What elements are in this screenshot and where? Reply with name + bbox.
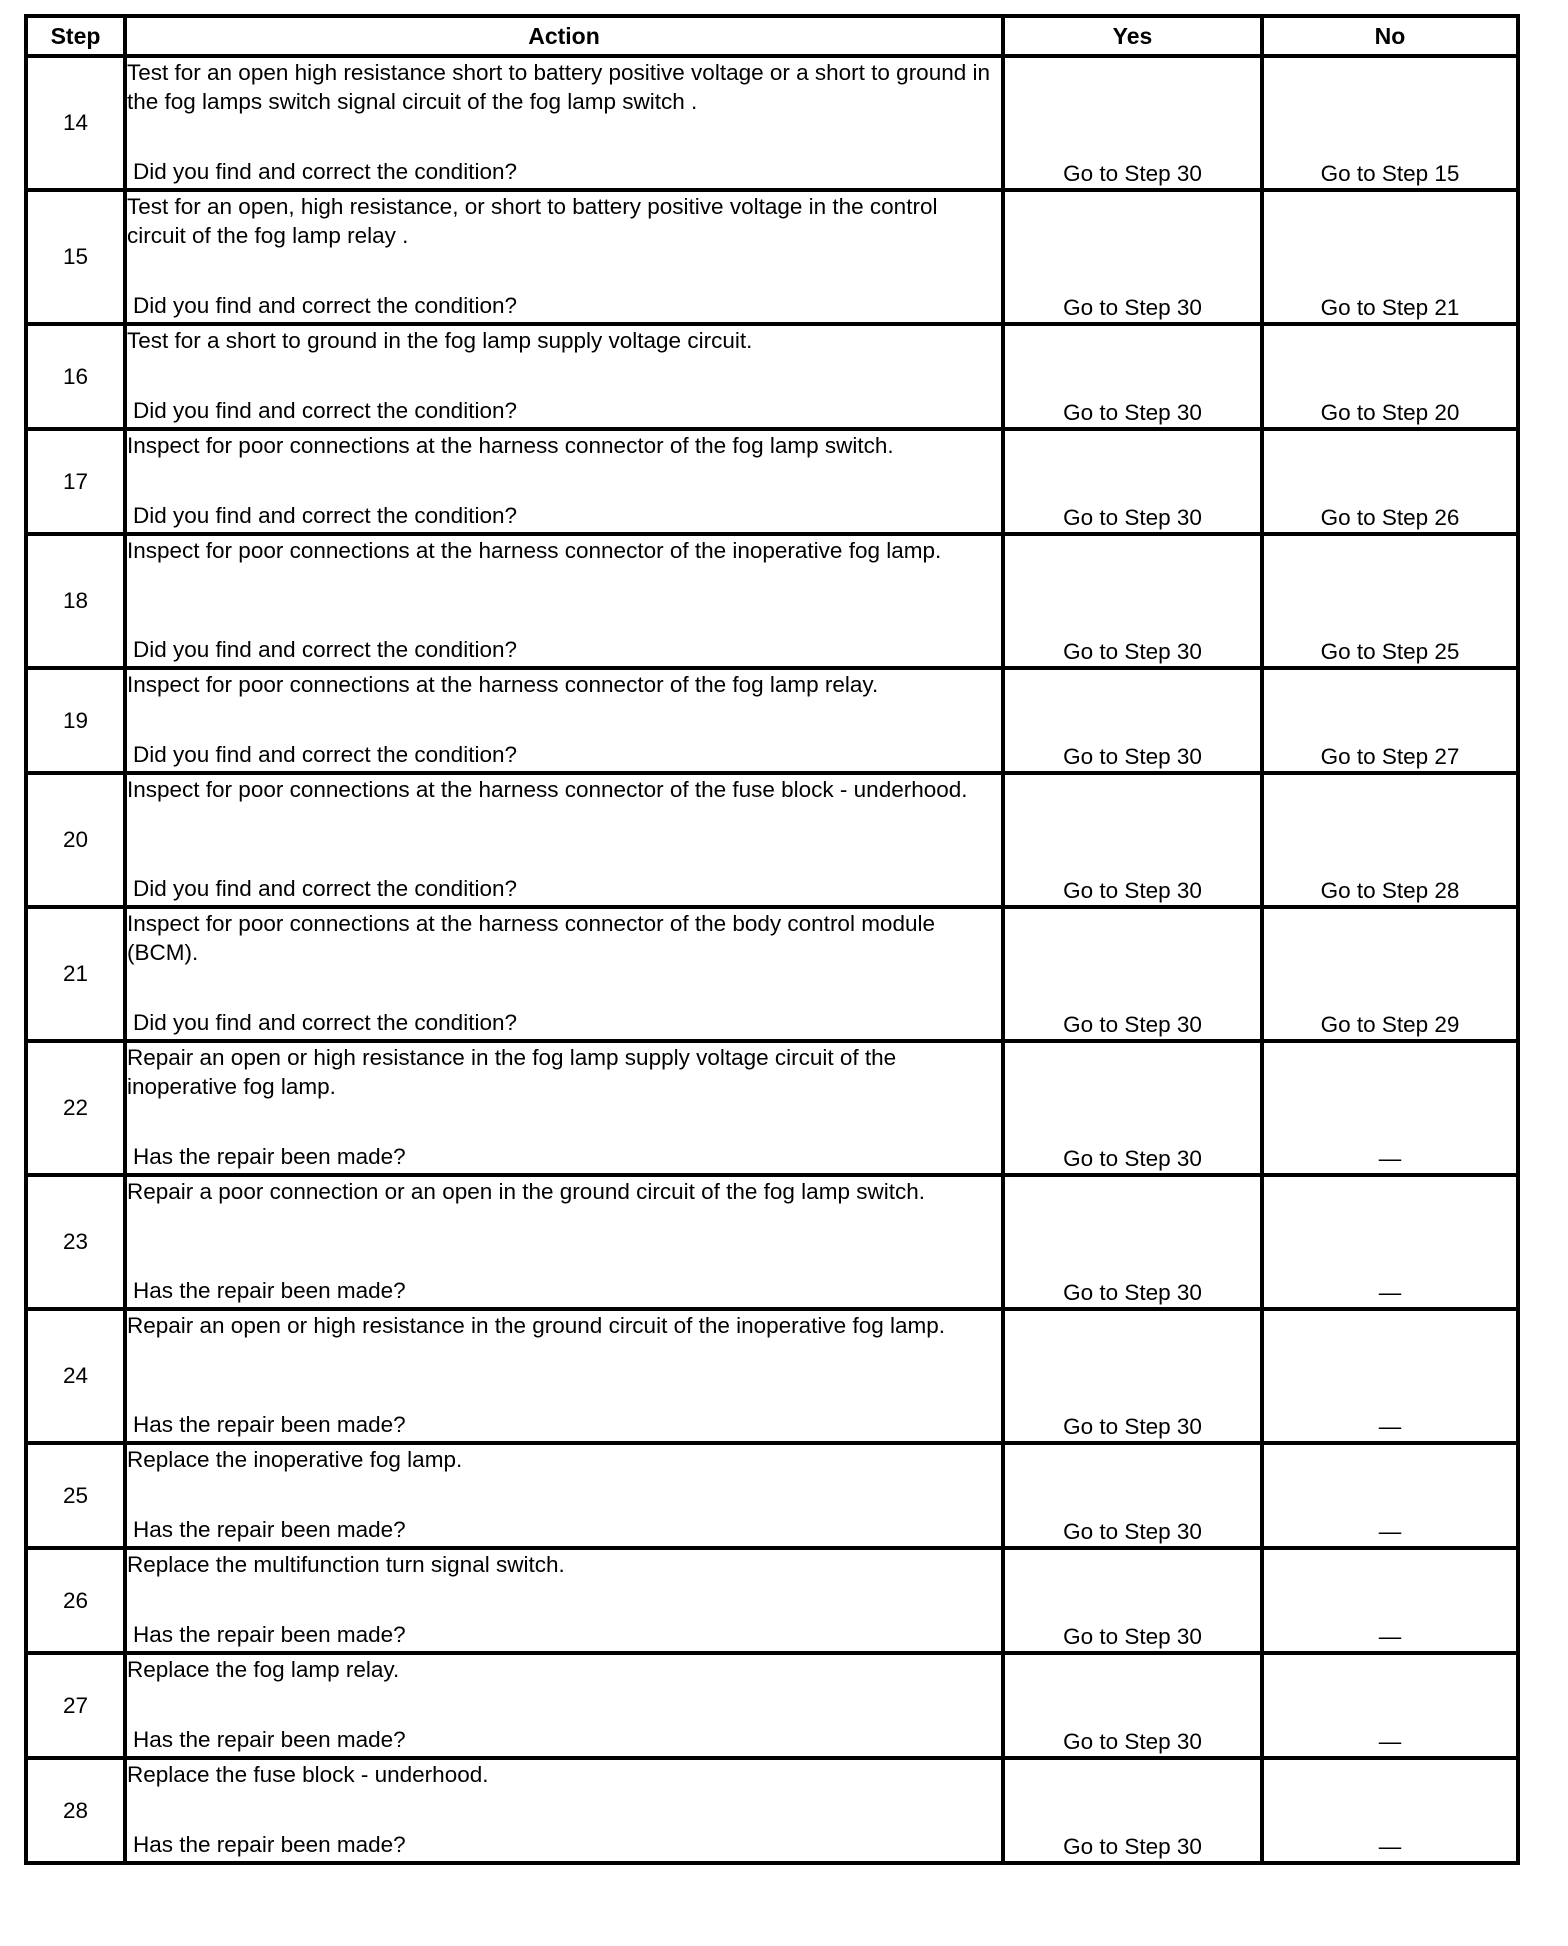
no-result: — xyxy=(1262,1443,1518,1548)
table-row xyxy=(26,1443,1518,1548)
table-row xyxy=(26,190,1518,324)
step-number: 20 xyxy=(26,773,125,907)
yes-result: Go to Step 30 xyxy=(1003,429,1262,534)
table-row xyxy=(26,668,1518,773)
step-number: 17 xyxy=(26,429,125,534)
no-result: — xyxy=(1262,1758,1518,1863)
header-row xyxy=(26,16,1518,56)
action-text: Test for an open, high resistance, or short to battery positive voltage in the control circuit of the fog lamp relay . xyxy=(127,194,938,248)
action-cell xyxy=(125,1309,1003,1443)
diagnostic-table xyxy=(24,14,1520,1865)
action-question: Did you find and correct the condition? xyxy=(133,637,517,662)
action-cell xyxy=(125,907,1003,1041)
step-number: 19 xyxy=(26,668,125,773)
action-cell xyxy=(125,1443,1003,1548)
step-number: 28 xyxy=(26,1758,125,1863)
action-text: Inspect for poor connections at the harness connector of the fuse block - underhood. xyxy=(127,777,968,802)
action-cell xyxy=(125,668,1003,773)
step-number: 18 xyxy=(26,534,125,668)
action-question: Has the repair been made? xyxy=(133,1832,406,1857)
yes-result: Go to Step 30 xyxy=(1003,1309,1262,1443)
no-result: Go to Step 25 xyxy=(1262,534,1518,668)
step-number: 14 xyxy=(26,56,125,190)
action-text: Repair an open or high resistance in the ground circuit of the inoperative fog lamp. xyxy=(127,1313,945,1338)
action-text: Inspect for poor connections at the harness connector of the inoperative fog lamp. xyxy=(127,538,942,563)
action-question: Did you find and correct the condition? xyxy=(133,159,517,184)
action-text: Test for an open high resistance short to battery positive voltage or a short to ground in the fog lamps switch signal circuit of the fog lamp switch . xyxy=(127,60,990,114)
no-result: — xyxy=(1262,1041,1518,1175)
action-cell xyxy=(125,1041,1003,1175)
no-result: Go to Step 28 xyxy=(1262,773,1518,907)
action-cell xyxy=(125,190,1003,324)
table-row xyxy=(26,534,1518,668)
action-question: Has the repair been made? xyxy=(133,1144,406,1169)
table-row xyxy=(26,56,1518,190)
yes-result: Go to Step 30 xyxy=(1003,1443,1262,1548)
action-text: Replace the inoperative fog lamp. xyxy=(127,1447,463,1472)
action-text: Inspect for poor connections at the harness connector of the body control module (BCM). xyxy=(127,911,935,965)
step-number: 25 xyxy=(26,1443,125,1548)
step-number: 23 xyxy=(26,1175,125,1309)
table-row xyxy=(26,429,1518,534)
table-row xyxy=(26,1175,1518,1309)
yes-result: Go to Step 30 xyxy=(1003,1548,1262,1653)
yes-result: Go to Step 30 xyxy=(1003,907,1262,1041)
no-result: — xyxy=(1262,1175,1518,1309)
no-result: Go to Step 26 xyxy=(1262,429,1518,534)
no-result: Go to Step 15 xyxy=(1262,56,1518,190)
no-result: Go to Step 27 xyxy=(1262,668,1518,773)
table-row xyxy=(26,1548,1518,1653)
action-text: Inspect for poor connections at the harness connector of the fog lamp switch. xyxy=(127,433,894,458)
yes-column-header: Yes xyxy=(1003,16,1262,56)
action-text: Replace the fog lamp relay. xyxy=(127,1657,400,1682)
action-cell xyxy=(125,429,1003,534)
table-row xyxy=(26,907,1518,1041)
action-question: Did you find and correct the condition? xyxy=(133,293,517,318)
yes-result: Go to Step 30 xyxy=(1003,1653,1262,1758)
no-column-header: No xyxy=(1262,16,1518,56)
yes-result: Go to Step 30 xyxy=(1003,190,1262,324)
table-row xyxy=(26,1758,1518,1863)
action-cell xyxy=(125,324,1003,429)
no-result: — xyxy=(1262,1309,1518,1443)
yes-result: Go to Step 30 xyxy=(1003,1758,1262,1863)
table-row xyxy=(26,1309,1518,1443)
action-cell xyxy=(125,773,1003,907)
action-question: Has the repair been made? xyxy=(133,1412,406,1437)
action-text: Inspect for poor connections at the harness connector of the fog lamp relay. xyxy=(127,672,879,697)
action-cell xyxy=(125,56,1003,190)
table-row xyxy=(26,1653,1518,1758)
action-question: Has the repair been made? xyxy=(133,1278,406,1303)
no-result: — xyxy=(1262,1653,1518,1758)
yes-result: Go to Step 30 xyxy=(1003,773,1262,907)
action-text: Repair a poor connection or an open in the ground circuit of the fog lamp switch. xyxy=(127,1179,925,1204)
action-cell xyxy=(125,1758,1003,1863)
action-question: Did you find and correct the condition? xyxy=(133,398,517,423)
step-number: 26 xyxy=(26,1548,125,1653)
action-cell xyxy=(125,534,1003,668)
yes-result: Go to Step 30 xyxy=(1003,56,1262,190)
action-cell xyxy=(125,1653,1003,1758)
action-question: Did you find and correct the condition? xyxy=(133,1010,517,1035)
no-result: Go to Step 29 xyxy=(1262,907,1518,1041)
action-cell xyxy=(125,1175,1003,1309)
table-row xyxy=(26,324,1518,429)
action-question: Did you find and correct the condition? xyxy=(133,876,517,901)
action-text: Replace the fuse block - underhood. xyxy=(127,1762,489,1787)
yes-result: Go to Step 30 xyxy=(1003,1041,1262,1175)
action-cell xyxy=(125,1548,1003,1653)
step-number: 16 xyxy=(26,324,125,429)
yes-result: Go to Step 30 xyxy=(1003,1175,1262,1309)
yes-result: Go to Step 30 xyxy=(1003,534,1262,668)
action-text: Replace the multifunction turn signal switch. xyxy=(127,1552,565,1577)
action-text: Repair an open or high resistance in the fog lamp supply voltage circuit of the inoperative fog lamp. xyxy=(127,1045,897,1099)
action-question: Did you find and correct the condition? xyxy=(133,742,517,767)
action-question: Did you find and correct the condition? xyxy=(133,503,517,528)
action-column-header: Action xyxy=(125,16,1003,56)
step-number: 21 xyxy=(26,907,125,1041)
step-number: 24 xyxy=(26,1309,125,1443)
table-row xyxy=(26,1041,1518,1175)
table-body xyxy=(26,56,1518,1863)
action-question: Has the repair been made? xyxy=(133,1517,406,1542)
no-result: — xyxy=(1262,1548,1518,1653)
action-text: Test for a short to ground in the fog lamp supply voltage circuit. xyxy=(127,328,753,353)
yes-result: Go to Step 30 xyxy=(1003,324,1262,429)
yes-result: Go to Step 30 xyxy=(1003,668,1262,773)
step-number: 22 xyxy=(26,1041,125,1175)
step-number: 27 xyxy=(26,1653,125,1758)
table-row xyxy=(26,773,1518,907)
step-number: 15 xyxy=(26,190,125,324)
no-result: Go to Step 21 xyxy=(1262,190,1518,324)
action-question: Has the repair been made? xyxy=(133,1727,406,1752)
no-result: Go to Step 20 xyxy=(1262,324,1518,429)
action-question: Has the repair been made? xyxy=(133,1622,406,1647)
step-column-header: Step xyxy=(26,16,125,56)
